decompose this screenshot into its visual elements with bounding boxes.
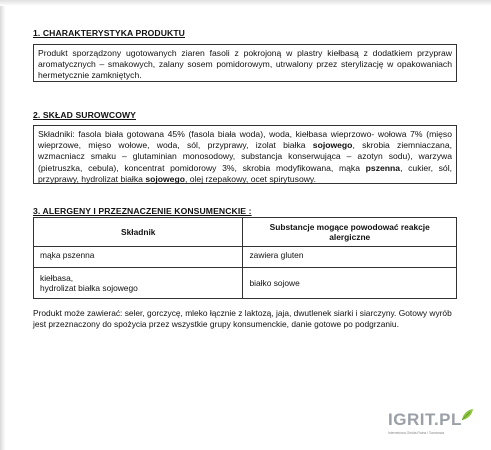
cell-ingredient-line1: kiełbasa, — [40, 273, 74, 283]
section1-text: Produkt sporządzony ugotowanych ziaren fasoli z pokrojoną w plastry kiełbasą z dodatkiem przypraw aromatycznych – smakowych, zalany sosem pomidorowym, utrwalony przez sterylizację w opakowaniach hermetycznie zamkniętych. — [38, 48, 452, 81]
table-row — [34, 268, 457, 299]
composition-text-4: , olej rzepakowy, ocet spirytusowy. — [184, 173, 316, 184]
leaf-icon — [460, 408, 474, 422]
logo-text: IGRIT.PL — [388, 410, 462, 429]
page-shadow-left — [0, 0, 6, 450]
cell-ingredient — [34, 268, 243, 299]
allergen-bold-wheat: pszenna — [365, 162, 401, 173]
allergen-bold-soy-2: sojowego — [145, 173, 185, 184]
composition-text-1: Składniki: fasola biała gotowana 45% (fasola biała woda), woda, kiełbasa wieprzowo- wołowa 7% (mięso wieprzowe, mięso wołowe, woda, sól, przyprawy, izolat białka — [38, 129, 452, 151]
col-header-ingredient: Składnik — [34, 218, 243, 247]
section3-heading: 3. ALERGENY I PRZEZNACZENIE KONSUMENCKIE : — [33, 206, 252, 216]
allergen-bold-soy-1: sojowego — [312, 140, 353, 151]
section2-heading: 2. SKŁAD SUROWCOWY — [33, 110, 137, 120]
table-row — [34, 247, 457, 268]
allergen-note: Produkt może zawierać: seler, gorczycę, mleko łącznie z laktozą, jaja, dwutlenek siarki i siarczyny. Gotowy wyrób jest przeznaczony do spożycia przez wszystkie grupy konsumenckie, danie gotowe po podgrzaniu. — [33, 308, 452, 330]
section1-heading: 1. CHARAKTERYSTYKA PRODUKTU — [33, 28, 185, 38]
igrit-logo — [388, 410, 478, 444]
cell-ingredient-line2: hydrolizat białka sojowego — [40, 283, 138, 293]
section1-box — [33, 44, 457, 82]
page-shadow-top — [0, 0, 491, 6]
section2-box — [33, 125, 457, 184]
cell-ingredient: mąka pszenna — [34, 247, 243, 268]
cell-allergen: zawiera gluten — [243, 247, 457, 268]
logo-subtitle: Internetowa Giełda Rolna i Towarowa — [388, 431, 445, 435]
cell-allergen: białko sojowe — [243, 268, 457, 299]
allergens-table-header — [34, 218, 457, 247]
composition-text-2: , skrobia ziemniaczana, wzmacniacz smaku – glutaminian monosodowy, substancja konserwująca – azotyn sodu), warzywa (pietruszka, cebula), koncentrat pomidorowy 3%, skrobia modyfikowana, mąka — [38, 140, 452, 173]
allergens-table — [33, 217, 457, 299]
col-header-allergen: Substancje mogące powodować reakcje alergiczne — [243, 218, 457, 247]
composition-text-3: , cukier, sól, przyprawy, hydrolizat białka — [38, 162, 453, 184]
